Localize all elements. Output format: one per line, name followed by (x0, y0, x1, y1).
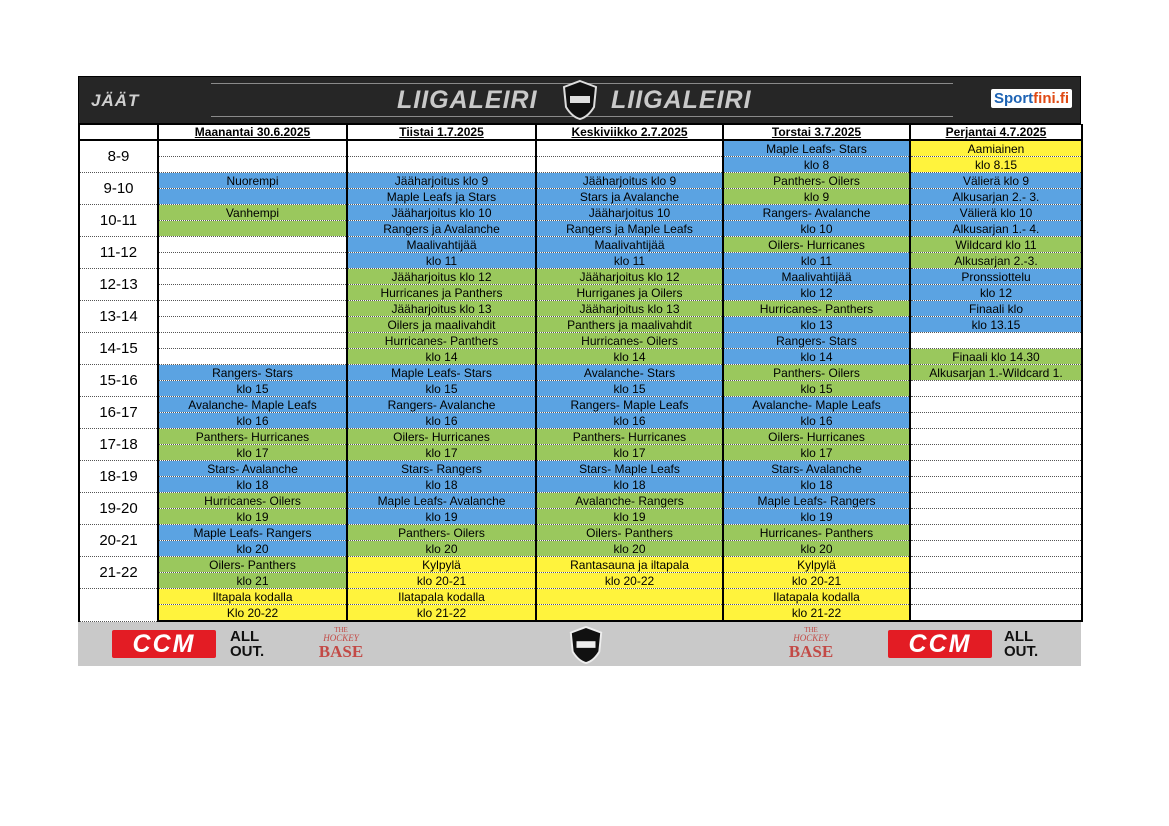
schedule-cell: Panthers- Hurricanes (536, 429, 723, 445)
schedule-cell: Oilers- Hurricanes (347, 429, 536, 445)
schedule-cell: Hurricanes- Panthers (347, 333, 536, 349)
schedule-cell: Alkusarjan 1.- 4. (910, 221, 1082, 237)
schedule-cell: klo 19 (536, 509, 723, 525)
schedule-sheet (78, 76, 1081, 666)
schedule-cell: Finaali klo 14.30 (910, 349, 1082, 365)
schedule-cell (536, 140, 723, 157)
schedule-cell: Klo 20-22 (158, 605, 347, 622)
schedule-cell: Aamiainen (910, 140, 1082, 157)
sponsor-footer (78, 622, 1081, 666)
schedule-cell: Välierä klo 9 (910, 173, 1082, 189)
schedule-cell: klo 13.15 (910, 317, 1082, 333)
schedule-cell (910, 477, 1082, 493)
time-slot: 18-19 (79, 461, 158, 493)
schedule-cell: Ilatapala kodalla (723, 589, 910, 605)
schedule-cell: Jääharjoitus klo 10 (347, 205, 536, 221)
schedule-cell: Rangers ja Avalanche (347, 221, 536, 237)
time-slot: 11-12 (79, 237, 158, 269)
schedule-cell: klo 11 (723, 253, 910, 269)
schedule-cell: Rangers- Maple Leafs (536, 397, 723, 413)
schedule-cell (536, 157, 723, 173)
schedule-cell: klo 20-22 (536, 573, 723, 589)
schedule-cell: klo 16 (347, 413, 536, 429)
schedule-cell: Maple Leafs- Rangers (158, 525, 347, 541)
schedule-cell: klo 16 (536, 413, 723, 429)
schedule-cell: Ilatapala kodalla (347, 589, 536, 605)
time-slot: 21-22 (79, 557, 158, 589)
schedule-cell: Hurricanes ja Panthers (347, 285, 536, 301)
schedule-cell (347, 140, 536, 157)
time-slot: 19-20 (79, 493, 158, 525)
schedule-cell: Hurricanes- Panthers (723, 301, 910, 317)
schedule-cell: Maple Leafs- Stars (723, 140, 910, 157)
day-header: Perjantai 4.7.2025 (910, 125, 1082, 141)
schedule-cell (158, 285, 347, 301)
table-row (79, 509, 1082, 525)
schedule-cell (536, 589, 723, 605)
schedule-cell (910, 381, 1082, 397)
schedule-cell (158, 333, 347, 349)
day-header: Torstai 3.7.2025 (723, 125, 910, 141)
table-row (79, 413, 1082, 429)
schedule-cell: Maple Leafs ja Stars (347, 189, 536, 205)
schedule-cell: Rangers- Stars (158, 365, 347, 381)
schedule-cell: klo 18 (158, 477, 347, 493)
schedule-cell: klo 21-22 (347, 605, 536, 622)
hockey-base-logo: THE HOCKEY BASE (318, 626, 364, 661)
table-row (79, 397, 1082, 413)
schedule-cell (158, 253, 347, 269)
schedule-cell: Oilers- Hurricanes (723, 237, 910, 253)
schedule-cell (910, 445, 1082, 461)
schedule-cell: klo 20 (536, 541, 723, 557)
table-row (79, 493, 1082, 509)
schedule-cell: Rangers ja Maple Leafs (536, 221, 723, 237)
schedule-cell: Panthers- Oilers (723, 365, 910, 381)
schedule-cell (347, 157, 536, 173)
schedule-cell (910, 541, 1082, 557)
table-row (79, 173, 1082, 189)
schedule-cell (910, 397, 1082, 413)
schedule-cell: klo 21 (158, 573, 347, 589)
time-slot: 8-9 (79, 140, 158, 173)
schedule-cell: Stars- Rangers (347, 461, 536, 477)
schedule-cell: klo 8 (723, 157, 910, 173)
schedule-cell: Avalanche- Maple Leafs (723, 397, 910, 413)
time-slot: 13-14 (79, 301, 158, 333)
schedule-cell: klo 16 (723, 413, 910, 429)
corner-cell (79, 125, 158, 141)
table-row (79, 365, 1082, 381)
schedule-cell: Maple Leafs- Avalanche (347, 493, 536, 509)
table-row (79, 157, 1082, 173)
schedule-cell: Panthers- Oilers (723, 173, 910, 189)
table-row (79, 541, 1082, 557)
schedule-cell: Stars- Avalanche (158, 461, 347, 477)
day-header: Keskiviikko 2.7.2025 (536, 125, 723, 141)
schedule-cell: Oilers- Panthers (536, 525, 723, 541)
schedule-cell: klo 20-21 (723, 573, 910, 589)
schedule-cell: Finaali klo (910, 301, 1082, 317)
schedule-cell: Oilers- Panthers (158, 557, 347, 573)
time-slot: 14-15 (79, 333, 158, 365)
schedule-cell: klo 17 (723, 445, 910, 461)
schedule-cell: klo 11 (536, 253, 723, 269)
schedule-cell: Maalivahtijää (536, 237, 723, 253)
time-slot (79, 589, 158, 622)
schedule-cell: Välierä klo 10 (910, 205, 1082, 221)
schedule-cell (910, 429, 1082, 445)
schedule-cell (910, 461, 1082, 477)
schedule-cell: Jääharjoitus klo 9 (536, 173, 723, 189)
table-row (79, 525, 1082, 541)
time-slot: 12-13 (79, 269, 158, 301)
table-row (79, 237, 1082, 253)
schedule-cell: klo 20 (347, 541, 536, 557)
schedule-cell: Rangers- Avalanche (347, 397, 536, 413)
schedule-cell: klo 20 (723, 541, 910, 557)
nhl-shield-icon (560, 79, 600, 121)
schedule-cell: klo 15 (158, 381, 347, 397)
schedule-cell: Pronssiottelu (910, 269, 1082, 285)
schedule-cell (910, 333, 1082, 349)
schedule-cell (910, 605, 1082, 622)
schedule-cell: klo 15 (723, 381, 910, 397)
schedule-cell: klo 18 (536, 477, 723, 493)
time-slot: 15-16 (79, 365, 158, 397)
hockey-base-logo: THE HOCKEY BASE (788, 626, 834, 661)
schedule-cell: Avalanche- Rangers (536, 493, 723, 509)
all-out-slogan: ALL OUT. (230, 628, 265, 660)
header-banner (78, 76, 1081, 124)
schedule-cell: klo 9 (723, 189, 910, 205)
schedule-cell (158, 157, 347, 173)
table-row (79, 205, 1082, 221)
schedule-cell: Jääharjoitus klo 12 (536, 269, 723, 285)
schedule-cell: klo 15 (347, 381, 536, 397)
table-row (79, 445, 1082, 461)
schedule-cell: klo 14 (347, 349, 536, 365)
table-row (79, 605, 1082, 622)
table-row (79, 589, 1082, 605)
schedule-cell: Hurricanes- Oilers (536, 333, 723, 349)
schedule-cell: Stars- Avalanche (723, 461, 910, 477)
schedule-cell (158, 349, 347, 365)
schedule-cell: Rantasauna ja iltapala (536, 557, 723, 573)
all-out-slogan: ALL OUT. (1004, 628, 1039, 660)
schedule-cell: klo 21-22 (723, 605, 910, 622)
schedule-cell: Jääharjoitus klo 9 (347, 173, 536, 189)
schedule-cell: klo 19 (158, 509, 347, 525)
schedule-cell (158, 237, 347, 253)
table-row (79, 221, 1082, 237)
schedule-cell: Panthers- Hurricanes (158, 429, 347, 445)
sportfini-logo: Sportfini.fi (991, 89, 1072, 108)
schedule-cell: Rangers- Avalanche (723, 205, 910, 221)
schedule-cell: Maalivahtijää (347, 237, 536, 253)
schedule-cell (910, 413, 1082, 429)
schedule-cell: klo 15 (536, 381, 723, 397)
schedule-cell: Oilers- Hurricanes (723, 429, 910, 445)
schedule-cell (158, 140, 347, 157)
ccm-logo: CCM (888, 630, 992, 658)
schedule-cell: Hurricanes- Oilers (158, 493, 347, 509)
schedule-cell: klo 18 (347, 477, 536, 493)
schedule-cell: klo 14 (723, 349, 910, 365)
time-slot: 16-17 (79, 397, 158, 429)
table-row (79, 301, 1082, 317)
schedule-cell (158, 189, 347, 205)
schedule-cell: Maalivahtijää (723, 269, 910, 285)
schedule-cell: Hurriganes ja Oilers (536, 285, 723, 301)
table-row (79, 189, 1082, 205)
table-row (79, 429, 1082, 445)
schedule-cell: Rangers- Stars (723, 333, 910, 349)
schedule-cell: klo 20-21 (347, 573, 536, 589)
schedule-cell: Stars- Maple Leafs (536, 461, 723, 477)
schedule-cell: klo 14 (536, 349, 723, 365)
schedule-cell: Oilers ja maalivahdit (347, 317, 536, 333)
schedule-cell: Alkusarjan 2.- 3. (910, 189, 1082, 205)
schedule-cell: klo 8.15 (910, 157, 1082, 173)
ccm-logo: CCM (112, 630, 216, 658)
table-row (79, 285, 1082, 301)
schedule-cell (158, 269, 347, 285)
table-row (79, 461, 1082, 477)
schedule-cell: Jääharjoitus klo 12 (347, 269, 536, 285)
nhl-shield-icon (567, 625, 605, 665)
schedule-cell: Panthers- Oilers (347, 525, 536, 541)
schedule-cell (536, 605, 723, 622)
schedule-cell: klo 17 (158, 445, 347, 461)
day-header-row (79, 125, 1082, 141)
schedule-cell: klo 20 (158, 541, 347, 557)
schedule-cell: klo 18 (723, 477, 910, 493)
schedule-cell (910, 509, 1082, 525)
schedule-cell: Hurricanes- Panthers (723, 525, 910, 541)
table-row (79, 557, 1082, 573)
schedule-cell: Jääharjoitus klo 13 (536, 301, 723, 317)
table-row (79, 269, 1082, 285)
schedule-cell: Alkusarjan 2.-3. (910, 253, 1082, 269)
table-row (79, 573, 1082, 589)
day-header: Maanantai 30.6.2025 (158, 125, 347, 141)
schedule-cell (158, 221, 347, 237)
schedule-cell: Avalanche- Maple Leafs (158, 397, 347, 413)
schedule-cell: klo 19 (347, 509, 536, 525)
day-header: Tiistai 1.7.2025 (347, 125, 536, 141)
schedule-cell: Panthers ja maalivahdit (536, 317, 723, 333)
schedule-cell: klo 12 (723, 285, 910, 301)
schedule-cell: Kylpylä (347, 557, 536, 573)
schedule-cell: Vanhempi (158, 205, 347, 221)
schedule-cell: Kylpylä (723, 557, 910, 573)
schedule-cell: Nuorempi (158, 173, 347, 189)
table-row (79, 317, 1082, 333)
schedule-cell: klo 19 (723, 509, 910, 525)
schedule-cell (910, 573, 1082, 589)
table-row (79, 381, 1082, 397)
jaat-logo: JÄÄT (91, 91, 140, 110)
schedule-cell: Avalanche- Stars (536, 365, 723, 381)
schedule-cell (910, 589, 1082, 605)
schedule-cell: Iltapala kodalla (158, 589, 347, 605)
schedule-cell: Stars ja Avalanche (536, 189, 723, 205)
time-slot: 17-18 (79, 429, 158, 461)
schedule-cell: klo 17 (536, 445, 723, 461)
table-row (79, 477, 1082, 493)
time-slot: 10-11 (79, 205, 158, 237)
schedule-cell: Jääharjoitus 10 (536, 205, 723, 221)
table-row (79, 140, 1082, 157)
table-row (79, 349, 1082, 365)
time-slot: 9-10 (79, 173, 158, 205)
schedule-cell: klo 11 (347, 253, 536, 269)
schedule-cell: Jääharjoitus klo 13 (347, 301, 536, 317)
schedule-cell (910, 525, 1082, 541)
liigaleiri-title-left: LIIGALEIRI (397, 86, 538, 114)
schedule-table (78, 124, 1083, 622)
table-row (79, 253, 1082, 269)
schedule-cell: klo 10 (723, 221, 910, 237)
schedule-cell (158, 317, 347, 333)
schedule-cell: Maple Leafs- Rangers (723, 493, 910, 509)
schedule-cell (910, 557, 1082, 573)
table-row (79, 333, 1082, 349)
schedule-cell: Alkusarjan 1.-Wildcard 1. (910, 365, 1082, 381)
schedule-cell: klo 12 (910, 285, 1082, 301)
schedule-cell: Maple Leafs- Stars (347, 365, 536, 381)
liigaleiri-title-right: LIIGALEIRI (611, 86, 752, 114)
time-slot: 20-21 (79, 525, 158, 557)
schedule-cell (158, 301, 347, 317)
schedule-cell (910, 493, 1082, 509)
schedule-cell: Wildcard klo 11 (910, 237, 1082, 253)
schedule-cell: klo 13 (723, 317, 910, 333)
schedule-cell: klo 16 (158, 413, 347, 429)
schedule-cell: klo 17 (347, 445, 536, 461)
